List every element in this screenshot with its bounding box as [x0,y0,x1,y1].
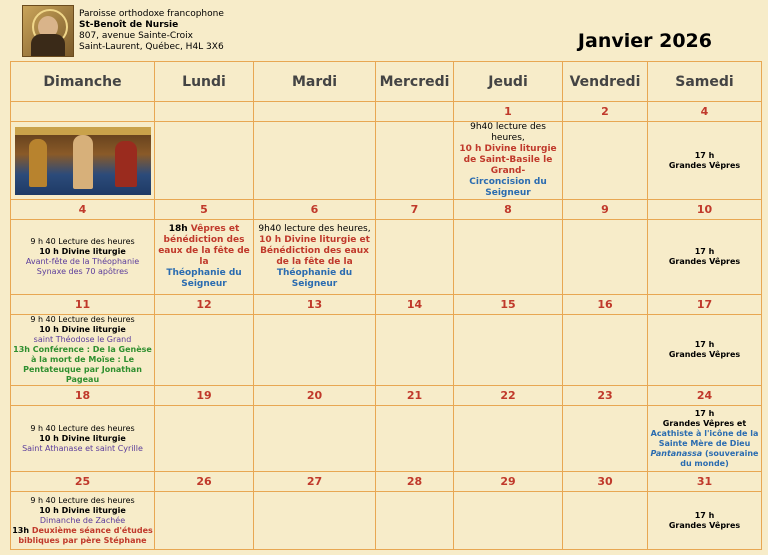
event-text: Dimanche de Zachée [39,515,126,525]
date-number: 15 [454,295,563,315]
address-line1: 807, avenue Sainte-Croix [79,31,193,41]
parish-name-line2: St-Benoît de Nursie [79,20,179,30]
event-row [11,406,762,472]
event-text: 17 h [694,340,715,349]
day-cell-event [155,220,254,295]
calendar-grid [10,61,762,550]
parish-info [79,9,224,53]
day-cell [254,122,376,200]
day-cell-event [454,122,563,200]
event-text: Grandes Vêpres [668,257,741,266]
date-number: 10 [648,200,762,220]
day-cell [376,220,454,295]
day-cell-event [11,220,155,295]
date-number: 27 [254,472,376,492]
date-number: 28 [376,472,454,492]
theophany-icon-image [15,127,151,195]
event-text: 17 h [694,408,715,418]
parish-name-line1: Paroisse orthodoxe francophone [79,9,224,19]
event-text: 10 h Divine liturgie [39,247,126,256]
event-text: Grandes Vêpres [668,160,741,170]
event-row [11,492,762,550]
weekday-monday: Lundi [155,62,254,102]
event-text: 13h Conférence : De la Genèse à la mort de Moïse : Le Pentateuque par Jonathan Pageau [13,345,152,384]
date-number [376,102,454,122]
event-text: 9 h 40 Lecture des heures [30,315,135,324]
day-cell [376,122,454,200]
date-number: 5 [155,200,254,220]
date-number [11,102,155,122]
day-cell [563,492,648,550]
date-row [11,102,762,122]
date-number: 14 [376,295,454,315]
date-number: 1 [454,102,563,122]
date-number [254,102,376,122]
event-text: Grandes Vêpres et [662,418,747,428]
event-row [11,122,762,200]
date-row [11,200,762,220]
event-text: Grandes Vêpres [668,520,741,530]
event-text: 9 h 40 Lecture des heures [30,495,135,505]
event-text: Deuxième séance d'études bibliques par père Stéphane [18,525,153,545]
event-text: Synaxe des 70 apôtres [36,267,129,276]
day-cell-event [648,220,762,295]
day-cell [155,492,254,550]
date-number: 29 [454,472,563,492]
date-number: 8 [454,200,563,220]
day-cell [563,220,648,295]
date-number: 26 [155,472,254,492]
event-text: 10 h Divine liturgie [39,433,126,443]
day-cell [563,315,648,386]
date-number: 16 [563,295,648,315]
event-text: Saint Athanase et saint Cyrille [22,443,143,453]
event-text: Grandes Vêpres [668,350,741,359]
saint-icon-image [22,5,74,57]
event-text: 9h40 lecture des heures, [470,122,546,143]
event-text: 17 h [694,247,715,256]
day-cell [155,315,254,386]
event-text: 17 h [694,150,715,160]
date-number: 23 [563,386,648,406]
event-text: Avant-fête de la Théophanie [25,257,140,266]
day-cell [254,492,376,550]
date-number: 4 [11,200,155,220]
day-cell [254,406,376,472]
day-cell [155,406,254,472]
date-number: 21 [376,386,454,406]
day-cell [454,315,563,386]
date-number [155,102,254,122]
weekday-wednesday: Mercredi [376,62,454,102]
day-cell-event [648,122,762,200]
event-text: Théophanie du Seigneur [166,268,242,289]
date-number: 17 [648,295,762,315]
date-number: 12 [155,295,254,315]
event-text: 17 h [694,510,715,520]
calendar-header [0,0,768,60]
day-cell [376,406,454,472]
date-row [11,295,762,315]
event-text: Théophanie du Seigneur [276,268,353,289]
day-cell [254,315,376,386]
day-cell-event [11,315,155,386]
weekday-friday: Vendredi [563,62,648,102]
event-text: Acathiste à l'icône de la Sainte Mère de Dieu [650,428,759,448]
event-row [11,315,762,386]
day-cell-event [648,406,762,472]
event-text: 9h40 lecture des heures, [258,224,371,234]
date-number: 2 [563,102,648,122]
event-text: 10 h Divine liturgie [39,325,126,334]
day-cell [376,315,454,386]
event-text: 9 h 40 Lecture des heures [30,423,135,433]
day-cell-event [254,220,376,295]
date-number: 24 [648,386,762,406]
weekday-saturday: Samedi [648,62,762,102]
weekday-thursday: Jeudi [454,62,563,102]
event-text: 10 h Divine liturgie de Saint-Basile le Grand- [459,144,557,176]
event-text: Pantanassa [650,448,703,458]
date-number: 4 [648,102,762,122]
event-text: (souveraine du monde) [680,448,759,468]
date-number: 11 [11,295,155,315]
date-number: 13 [254,295,376,315]
event-text: saint Théodose le Grand [33,335,132,344]
date-number: 25 [11,472,155,492]
weekday-sunday: Dimanche [11,62,155,102]
day-cell [563,406,648,472]
day-cell [155,122,254,200]
event-time: 18h [168,224,188,234]
date-number: 6 [254,200,376,220]
day-cell [11,122,155,200]
date-number: 31 [648,472,762,492]
day-cell [454,406,563,472]
day-cell [563,122,648,200]
day-cell-event [648,315,762,386]
day-cell [376,492,454,550]
event-text: Circoncision du Seigneur [469,177,547,198]
date-number: 9 [563,200,648,220]
event-row [11,220,762,295]
day-cell [454,220,563,295]
date-number: 7 [376,200,454,220]
address-line2: Saint-Laurent, Québec, H4L 3X6 [79,42,224,52]
event-text: 10 h Divine liturgie et Bénédiction des eaux de la fête de la [259,235,370,267]
date-number: 18 [11,386,155,406]
event-text: 9 h 40 Lecture des heures [30,237,135,246]
month-title: Janvier 2026 [577,30,712,52]
event-text: 10 h Divine liturgie [39,505,126,515]
date-row [11,386,762,406]
date-number: 19 [155,386,254,406]
day-cell [454,492,563,550]
day-cell-event [11,406,155,472]
date-number: 30 [563,472,648,492]
event-text: Vêpres et bénédiction des eaux de la fête de la [158,224,250,267]
weekday-tuesday: Mardi [254,62,376,102]
event-time: 13h [12,525,30,535]
day-cell-event [11,492,155,550]
day-cell-event [648,492,762,550]
date-number: 20 [254,386,376,406]
date-row [11,472,762,492]
date-number: 22 [454,386,563,406]
weekday-header-row [11,62,762,102]
